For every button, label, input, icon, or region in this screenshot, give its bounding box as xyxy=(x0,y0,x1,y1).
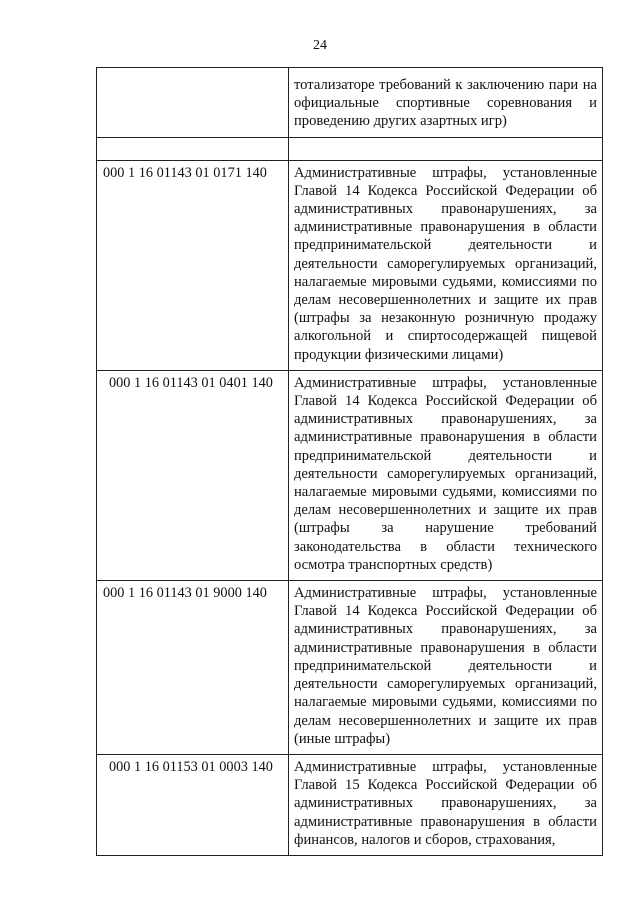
code-description: Административные штрафы, установленные Главой 15 Кодекса Российской Федерации об административных правонарушениях, за административные правонарушения в области финансов, налогов и сборов, страхования, xyxy=(289,754,603,855)
budget-code: 000 1 16 01143 01 0401 140 xyxy=(97,370,289,580)
budget-code: 000 1 16 01153 01 0003 140 xyxy=(97,754,289,855)
budget-code: 000 1 16 01143 01 0171 140 xyxy=(97,160,289,370)
code-description: Административные штрафы, установленные Главой 14 Кодекса Российской Федерации об административных правонарушениях, за административные правонарушения в области предпринимательской деятельности и деятельности саморегулируемых организаций, налагаемые мировыми судьями, комиссиями по делам несовершеннолетних и защите их прав (штрафы за нарушение требований законодательства в области технического осмотра транспортных средств) xyxy=(289,370,603,580)
budget-codes-table xyxy=(96,67,603,856)
table-row xyxy=(97,754,603,855)
code-description: Административные штрафы, установленные Главой 14 Кодекса Российской Федерации об административных правонарушениях, за административные правонарушения в области предпринимательской деятельности и деятельности саморегулируемых организаций, налагаемые мировыми судьями, комиссиями по делам несовершеннолетних и защите их прав (штрафы за незаконную розничную продажу алкогольной и спиртосодержащей пищевой продукции физическими лицами) xyxy=(289,160,603,370)
spacer-row xyxy=(97,137,603,160)
table-row xyxy=(97,581,603,755)
table-row xyxy=(97,160,603,370)
continuation-row xyxy=(97,68,603,138)
budget-code: 000 1 16 01143 01 9000 140 xyxy=(97,581,289,755)
page-number: 24 xyxy=(313,38,327,53)
spacer-cell xyxy=(289,137,603,160)
code-cell-empty xyxy=(97,68,289,138)
table-row xyxy=(97,370,603,580)
code-description: Административные штрафы, установленные Главой 14 Кодекса Российской Федерации об административных правонарушениях, за административные правонарушения в области предпринимательской деятельности и деятельности саморегулируемых организаций, налагаемые мировыми судьями, комиссиями по делам несовершеннолетних и защите их прав (иные штрафы) xyxy=(289,581,603,755)
spacer-cell xyxy=(97,137,289,160)
continuation-text: тотализаторе требований к заключению пари на официальные спортивные соревнования и проведению других азартных игр) xyxy=(289,68,603,138)
